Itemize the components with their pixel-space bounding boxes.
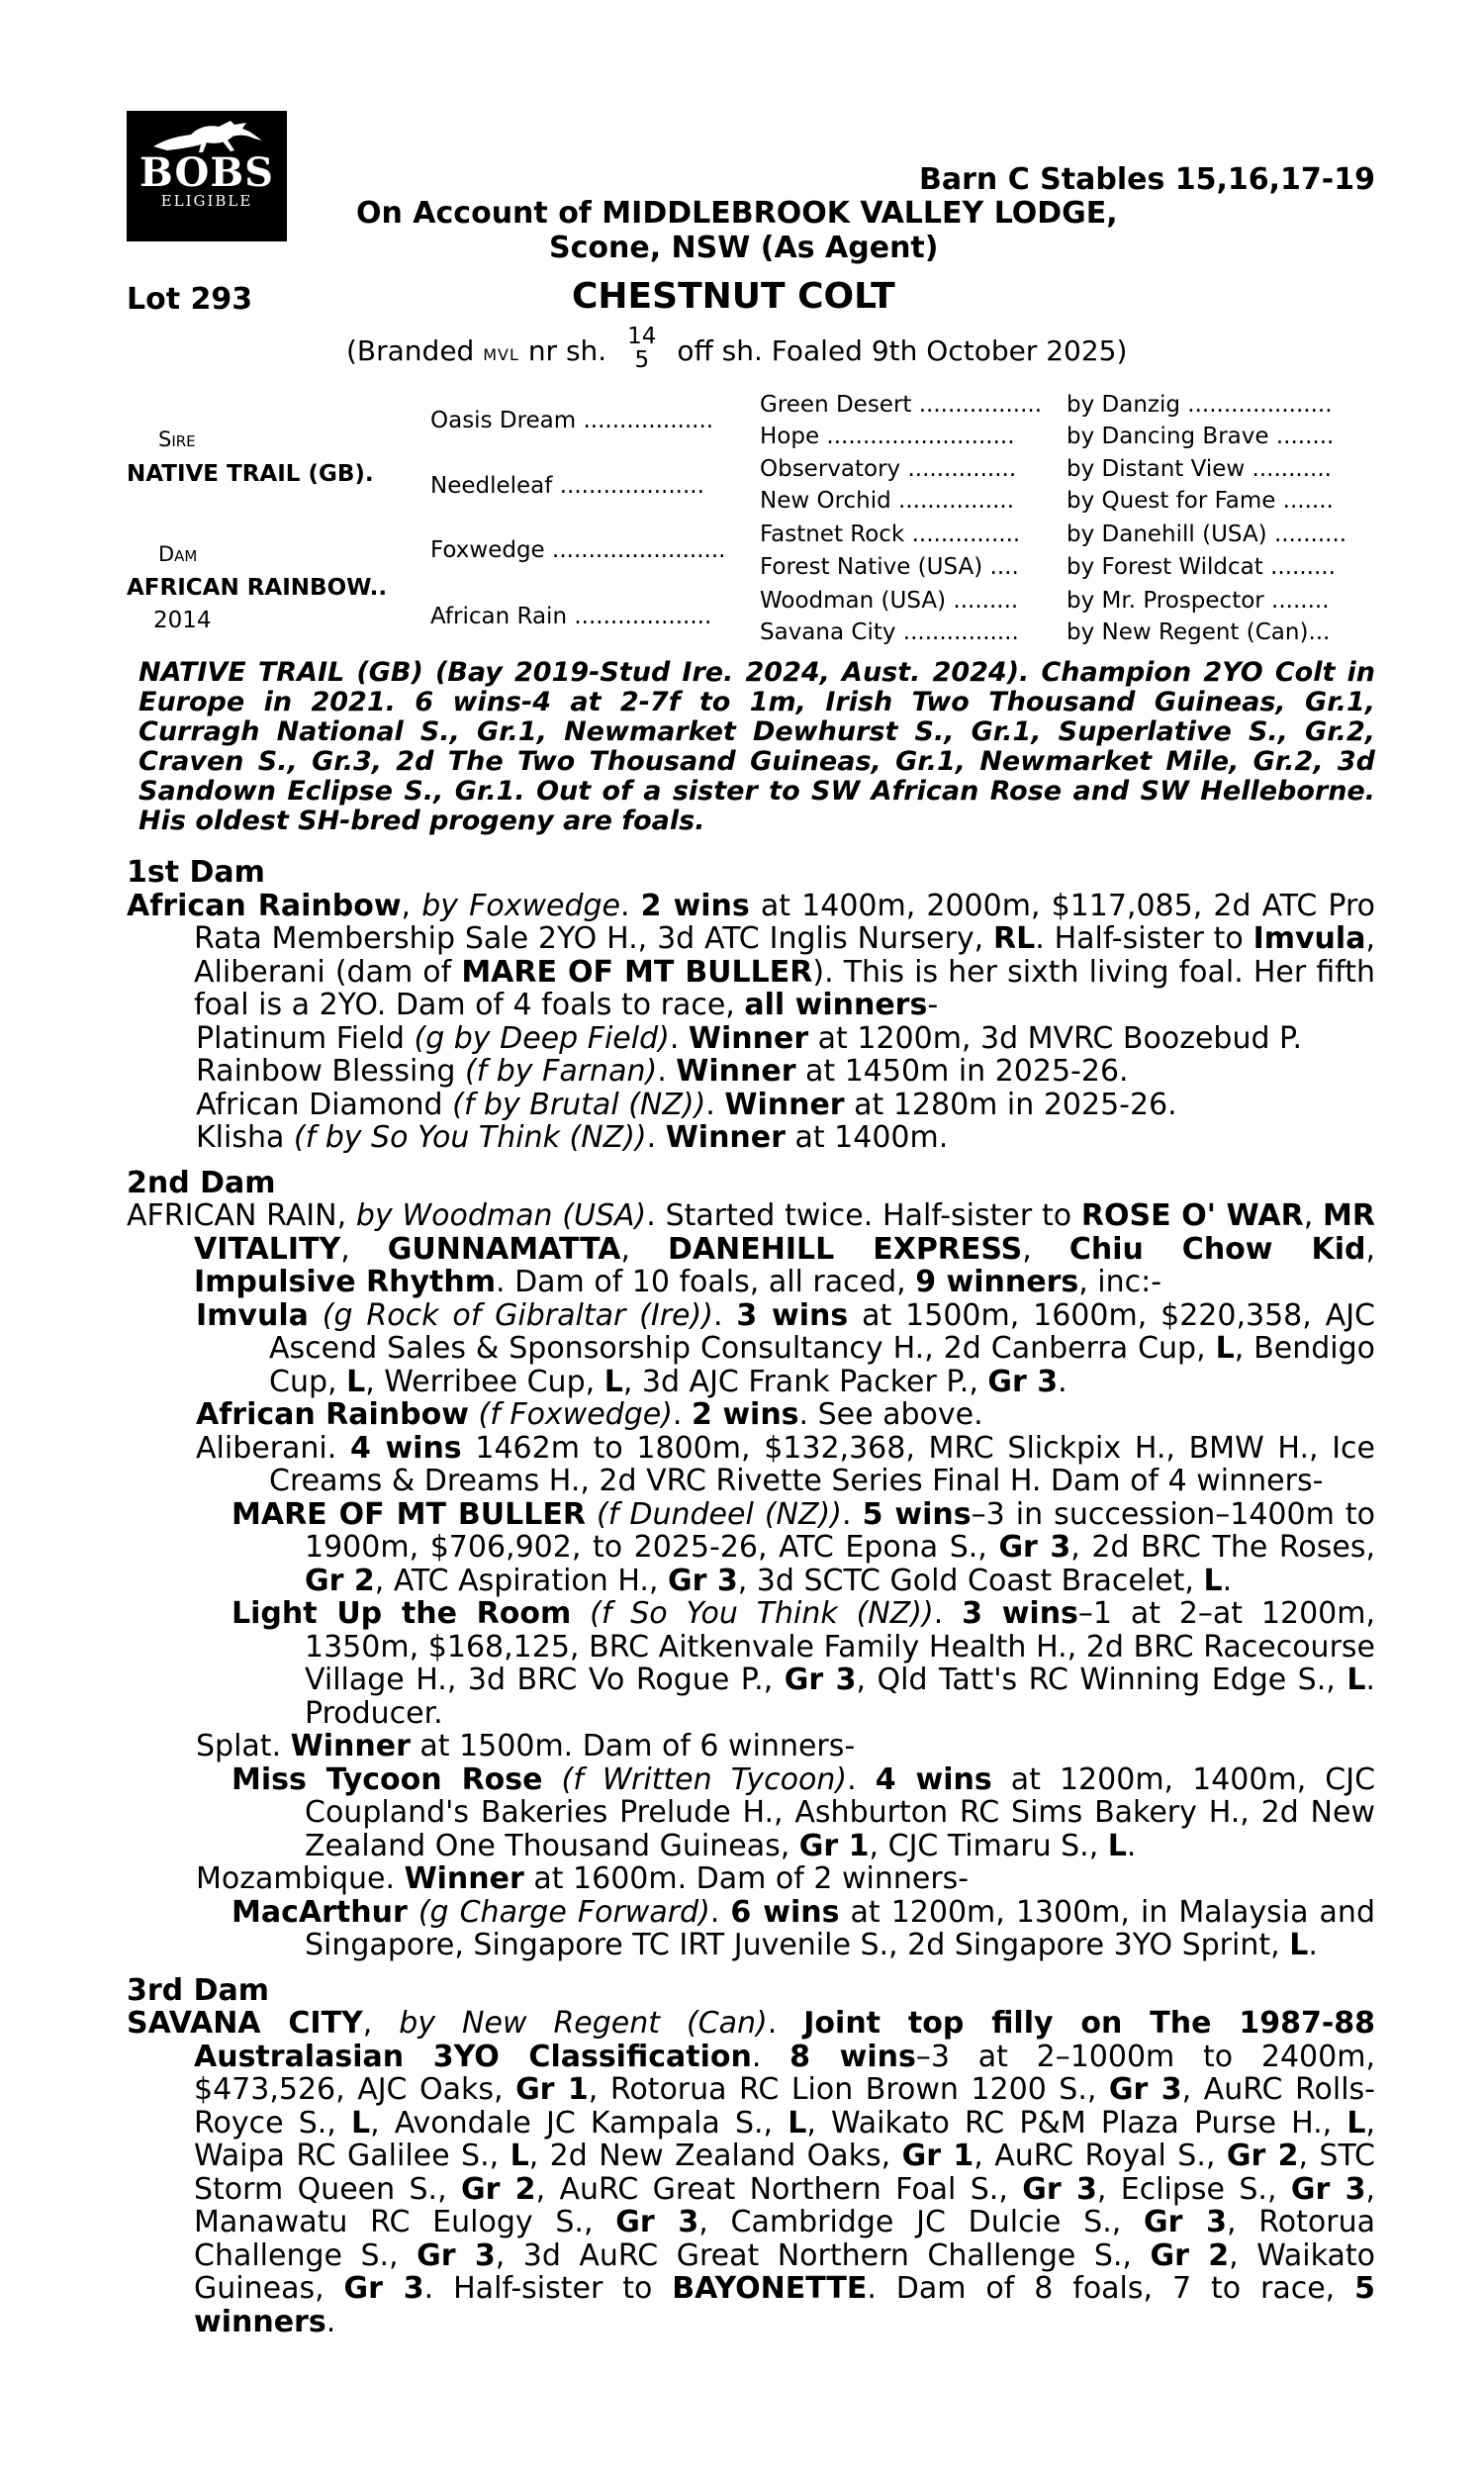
brand-line: [346, 324, 1128, 376]
progeny-entry: Mozambique. Winner at 1600m. Dam of 2 winners-: [196, 1861, 970, 1896]
gen4-2: by Dancing Brave ........: [1067, 424, 1335, 449]
third-dam-heading: 3rd Dam: [127, 1972, 269, 2008]
gen3-6: Forest Native (USA) ....: [760, 554, 1019, 580]
brand-suffix: off sh. Foaled 9th October 2025): [677, 334, 1128, 367]
progeny-entry: African Diamond (f by Brutal (NZ)). Winner at 1280m in 2025-26.: [196, 1087, 1177, 1122]
logo-text: BOBS: [139, 149, 275, 196]
brand-prefix: (Branded: [346, 334, 475, 367]
grand-progeny-entry: MARE OF MT BULLER (f Dundeel (NZ)). 5 wins–3 in succession–1400m to 1900m, $706,902, to 2025-26, ATC Epona S., Gr 3, 2d BRC The Roses, Gr 2, ATC Aspiration H., Gr 3, 3d SCTC Gold Coast Bracelet, L.: [232, 1496, 1376, 1598]
gen2-3: Foxwedge ........................: [430, 537, 726, 563]
gen2-1: Oasis Dream ..................: [430, 408, 714, 433]
gen3-2: Hope ..........................: [760, 424, 1015, 449]
sire-name: NATIVE TRAIL (GB).: [127, 461, 374, 487]
bobs-eligible-logo: [127, 111, 287, 241]
lot-title: CHESTNUT COLT: [572, 276, 895, 317]
brand-mark: MVL: [483, 345, 519, 364]
progeny-entry: Rainbow Blessing (f by Farnan). Winner at 1450m in 2025-26.: [196, 1054, 1129, 1089]
dam-year: 2014: [153, 608, 212, 633]
vendor-location: Scone, NSW (As Agent): [549, 231, 939, 265]
sire-summary: NATIVE TRAIL (GB) (Bay 2019-Stud Ire. 2024, Aust. 2024). Champion 2YO Colt in Europe in 2021. 6 wins-4 at 2-7f to 1m, Irish Two Thousand Guineas, Gr.1, Curragh National S., Gr.1, Newmarket Dewhurst S., Gr.1, Superlative S., Gr.2, Craven S., Gr.3, 2d The Two Thousand Guineas, Gr.1, Newmarket Mile, Gr.2, 3d Sandown Eclipse S., Gr.1. Out of a sister to SW African Rose and SW Helleborne. His oldest SH-bred progeny are foals.: [139, 657, 1375, 836]
gen3-3: Observatory ...............: [760, 456, 1017, 482]
second-dam-heading: 2nd Dam: [127, 1165, 276, 1200]
gen4-7: by Mr. Prospector ........: [1067, 588, 1330, 614]
sire-label: Sire: [158, 428, 196, 451]
gen3-1: Green Desert .................: [760, 392, 1043, 418]
gen4-4: by Quest for Fame .......: [1067, 488, 1334, 514]
grand-progeny-entry: Miss Tycoon Rose (f Written Tycoon). 4 wins at 1200m, 1400m, CJC Coupland's Bakeries Prelude H., Ashburton RC Sims Bakery H., 2d New Zealand One Thousand Guineas, Gr 1, CJC Timaru S., L.: [232, 1761, 1376, 1863]
progeny-entry: Aliberani. 4 wins 1462m to 1800m, $132,368, MRC Slickpix H., BMW H., Ice Creams & Dreams H., 2d VRC Rivette Series Final H. Dam of 4 winners-: [196, 1430, 1375, 1498]
gen3-4: New Orchid ................: [760, 488, 1015, 514]
gen4-3: by Distant View ...........: [1067, 456, 1332, 482]
gen3-8: Savana City ................: [760, 619, 1019, 645]
dam-name: AFRICAN RAINBOW..: [127, 575, 388, 601]
gen4-6: by Forest Wildcat .........: [1067, 554, 1336, 580]
first-dam-heading: 1st Dam: [127, 855, 265, 890]
progeny-entry: Splat. Winner at 1500m. Dam of 6 winners-: [196, 1729, 856, 1763]
logo-subtext: ELIGIBLE: [160, 192, 253, 210]
catalogue-body: [127, 856, 1375, 2338]
third-dam-entry: SAVANA CITY, by New Regent (Can). Joint top filly on The 1987-88 Australasian 3YO Classification. 8 wins–3 at 2–1000m to 2400m, $473,526, AJC Oaks, Gr 1, Rotorua RC Lion Brown 1200 S., Gr 3, AuRC Rolls-Royce S., L, Avondale JC Kampala S., L, Waikato RC P&M Plaza Purse H., L, Waipa RC Galilee S., L, 2d New Zealand Oaks, Gr 1, AuRC Royal S., Gr 2, STC Storm Queen S., Gr 2, AuRC Great Northern Foal S., Gr 3, Eclipse S., Gr 3, Manawatu RC Eulogy S., Gr 3, Cambridge JC Dulcie S., Gr 3, Rotorua Challenge S., Gr 3, 3d AuRC Great Northern Challenge S., Gr 2, Waikato Guineas, Gr 3. Half-sister to BAYONETTE. Dam of 8 foals, 7 to race, 5 winners.: [127, 2006, 1376, 2339]
brand-nr: nr sh.: [527, 334, 607, 367]
grand-progeny-entry: MacArthur (g Charge Forward). 6 wins at 1200m, 1300m, in Malaysia and Singapore, Singapore TC IRT Juvenile S., 2d Singapore 3YO Sprint, L.: [232, 1894, 1375, 1962]
gen4-5: by Danehill (USA) ..........: [1067, 522, 1347, 547]
second-dam-entry: AFRICAN RAIN, by Woodman (USA). Started twice. Half-sister to ROSE O' WAR, MR VITALITY, GUNNAMATTA, DANEHILL EXPRESS, Chiu Chow Kid, Impulsive Rhythm. Dam of 10 foals, all raced, 9 winners, inc:-: [127, 1198, 1375, 1299]
lot-number: Lot 293: [127, 282, 253, 317]
progeny-entry: Klisha (f by So You Think (NZ)). Winner at 1400m.: [196, 1120, 949, 1155]
progeny-entry: Platinum Field (g by Deep Field). Winner at 1200m, 3d MVRC Boozebud P.: [196, 1020, 1302, 1056]
vendor-name: On Account of MIDDLEBROOK VALLEY LODGE,: [356, 196, 1118, 231]
gen4-8: by New Regent (Can)...: [1067, 619, 1331, 645]
grand-progeny-entry: Light Up the Room (f So You Think (NZ)). 3 wins–1 at 2–at 1200m, 1350m, $168,125, BRC Aitkenvale Family Health H., 2d BRC Racecourse Village H., 3d BRC Vo Rogue P., Gr 3, Qld Tatt's RC Winning Edge S., L. Producer.: [232, 1596, 1376, 1731]
brand-fraction: [627, 325, 656, 372]
gen3-5: Fastnet Rock ...............: [760, 522, 1021, 547]
gen2-4: African Rain ...................: [430, 604, 712, 629]
brand-frac-num: 14: [627, 324, 657, 349]
progeny-entry: Imvula (g Rock of Gibraltar (Ire)). 3 wins at 1500m, 1600m, $220,358, AJC Ascend Sales & Sponsorship Consultancy H., 2d Canberra Cup, L, Bendigo Cup, L, Werribee Cup, L, 3d AJC Frank Packer P., Gr 3.: [196, 1297, 1375, 1399]
gen2-2: Needleleaf ....................: [430, 473, 704, 499]
progeny-entry: African Rainbow (f Foxwedge). 2 wins. See above.: [196, 1397, 983, 1432]
barn-location: Barn C Stables 15,16,17-19: [918, 162, 1375, 197]
dam-label: Dam: [158, 542, 198, 566]
gen3-7: Woodman (USA) .........: [760, 588, 1019, 614]
brand-frac-den: 5: [634, 347, 650, 373]
first-dam-entry: African Rainbow, by Foxwedge. 2 wins at 1400m, 2000m, $117,085, 2d ATC Pro Rata Membership Sale 2YO H., 3d ATC Inglis Nursery, RL. Half-sister to Imvula, Aliberani (dam of MARE OF MT BULLER). This is her sixth living foal. Her fifth foal is a 2YO. Dam of 4 foals to race, all winners-: [127, 888, 1376, 1022]
gen4-1: by Danzig ....................: [1067, 392, 1333, 418]
